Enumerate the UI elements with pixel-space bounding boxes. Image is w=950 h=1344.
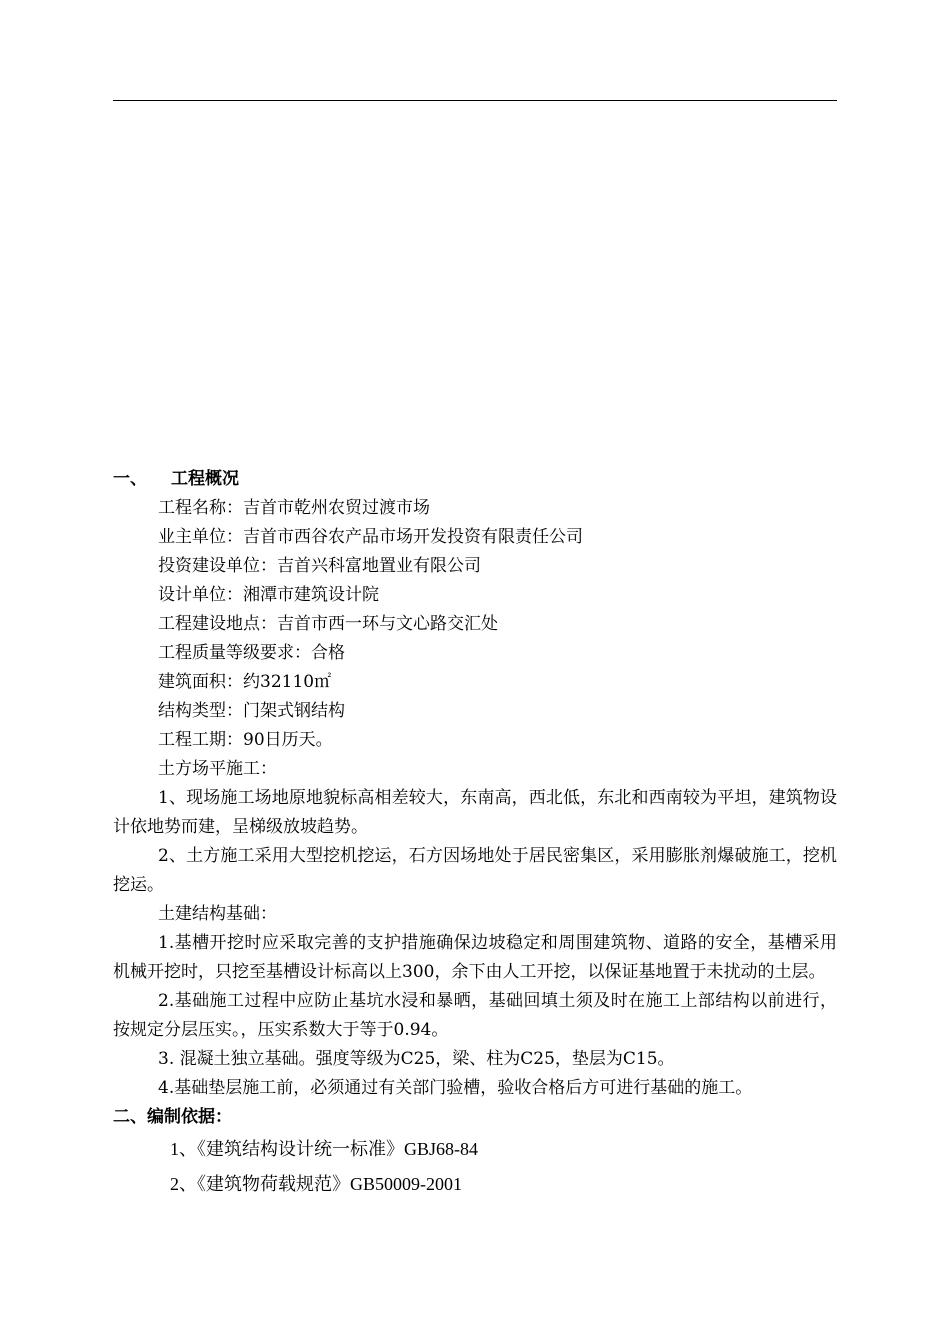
earthwork-item: 1、现场施工场地原地貌标高相差较大，东南高，西北低，东北和西南较为平坦，建筑物设计依地势而建，呈梯级放坡趋势。	[113, 788, 837, 837]
section-heading-2: 二、编制依据：	[113, 1107, 232, 1127]
field-investor: 投资建设单位：吉首兴科富地置业有限公司	[158, 556, 481, 576]
earthwork-item: 2、土方施工采用大型挖机挖运，石方因场地处于居民密集区，采用膨胀剂爆破施工，挖机挖运。	[113, 846, 837, 895]
field-duration: 工程工期：90日历天。	[158, 730, 333, 750]
header-rule	[113, 100, 837, 101]
field-area: 建筑面积：约32110㎡	[158, 672, 332, 692]
section-heading-1	[113, 465, 837, 494]
foundation-item: 4.基础垫层施工前，必须通过有关部门验槽，验收合格后方可进行基础的施工。	[158, 1078, 753, 1098]
earthwork-title: 土方场平施工：	[158, 759, 277, 779]
foundation-item: 2.基础施工过程中应防止基坑水浸和暴晒，基础回填土须及时在施工上部结构以前进行，按规定分层压实。，压实系数大于等于0.94。	[113, 991, 837, 1040]
field-owner: 业主单位：吉首市西谷农产品市场开发投资有限责任公司	[158, 527, 583, 547]
document-body	[113, 465, 837, 1202]
section-number: 一、	[113, 469, 147, 489]
foundation-item: 3. 混凝土独立基础。强度等级为C25，梁、柱为C25，垫层为C15。	[158, 1049, 675, 1069]
reference-item: 2、《建筑物荷载规范》GB50009-2001	[170, 1174, 462, 1194]
field-location: 工程建设地点：吉首市西一环与文心路交汇处	[158, 614, 498, 634]
field-project-name: 工程名称：吉首市乾州农贸过渡市场	[158, 498, 430, 518]
reference-item: 1、《建筑结构设计统一标准》GBJ68-84	[170, 1139, 479, 1159]
foundation-item: 1.基槽开挖时应采取完善的支护措施确保边坡稳定和周围建筑物、道路的安全，基槽采用机械开挖时，只挖至基槽设计标高以上300，余下由人工开挖，以保证基地置于未扰动的土层。	[113, 933, 837, 982]
foundation-title: 土建结构基础：	[158, 904, 277, 924]
field-quality: 工程质量等级要求：合格	[158, 643, 345, 663]
section-title: 工程概况	[171, 469, 239, 489]
field-designer: 设计单位：湘潭市建筑设计院	[158, 585, 379, 605]
field-structure: 结构类型：门架式钢结构	[158, 701, 345, 721]
